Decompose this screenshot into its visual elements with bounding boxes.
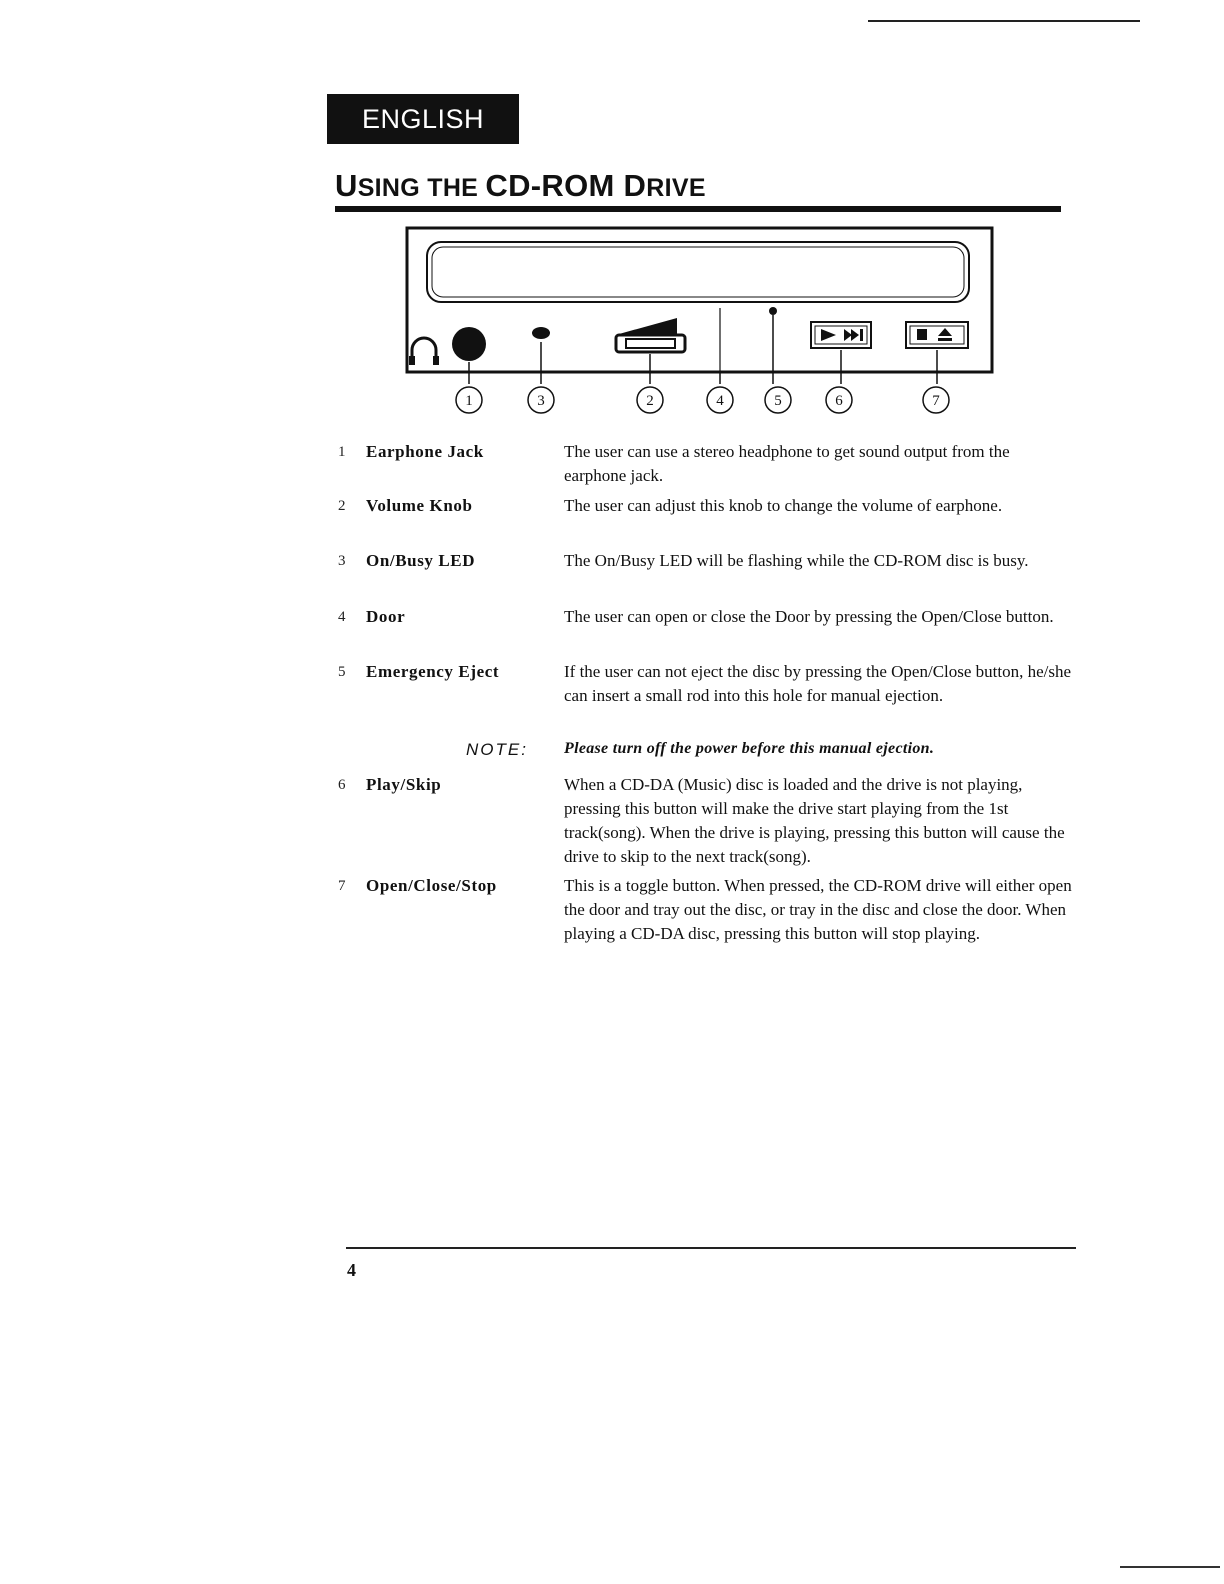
earphone-jack — [452, 327, 486, 361]
page-number: 4 — [347, 1260, 356, 1280]
title-rule — [335, 206, 1061, 212]
item-description: The user can open or close the Door by pressing the Open/Close button. — [564, 607, 1054, 626]
item-label: Emergency Eject — [366, 662, 500, 681]
item-label: Volume Knob — [366, 496, 473, 515]
item-description: The user can adjust this knob to change the volume of earphone. — [564, 496, 1003, 515]
item-label: Open/Close/Stop — [366, 876, 497, 895]
callout-number: 3 — [537, 393, 545, 409]
item-label: Earphone Jack — [366, 442, 484, 461]
item-label: On/Busy LED — [366, 551, 476, 570]
on-busy-led — [532, 327, 550, 339]
callout-number: 4 — [716, 393, 724, 409]
item-number: 6 — [338, 777, 346, 793]
title-part: U — [335, 168, 358, 203]
item-number: 3 — [338, 553, 346, 569]
item-description: The user can use a stereo headphone to get sound output from the earphone jack. — [564, 442, 1010, 485]
item-description: When a CD-DA (Music) disc is loaded and the drive is not playing, pressing this button will make the drive start playing from the 1st track(song). When the drive is playing, pressing this button will cause the drive to skip to the next track(song). — [564, 775, 1065, 866]
item-number: 1 — [338, 444, 346, 460]
callout-numbers — [465, 393, 940, 409]
item-label: Play/Skip — [366, 775, 442, 794]
item-description: This is a toggle button. When pressed, the CD-ROM drive will either open the door and tray out the disc, or tray in the disc and close the door. When playing a CD-DA disc, pressing this button will stop playing. — [564, 876, 1072, 943]
callout-number: 7 — [932, 393, 940, 409]
language-badge: ENGLISH — [327, 94, 519, 144]
item-label: Door — [366, 607, 406, 626]
play-skip-button — [811, 322, 871, 348]
item-number: 2 — [338, 498, 346, 514]
open-close-stop-button — [906, 322, 968, 348]
item-number: 7 — [338, 878, 346, 894]
title-part: RIVE — [646, 174, 706, 202]
item-description: The On/Busy LED will be flashing while the CD-ROM disc is busy. — [564, 551, 1029, 570]
callout-number: 5 — [774, 393, 782, 409]
note-label: NOTE: — [466, 740, 528, 759]
title-part: SING THE — [357, 174, 486, 202]
callout-number: 6 — [835, 393, 843, 409]
cdrom-front-panel-diagram — [395, 222, 995, 418]
title-part: D — [614, 168, 647, 203]
item-number: 4 — [338, 609, 346, 625]
note-text: Please turn off the power before this manual ejection. — [564, 740, 935, 757]
title-part: CD-ROM — [485, 168, 615, 203]
item-number: 5 — [338, 664, 346, 680]
callout-number: 1 — [465, 393, 473, 409]
item-description: If the user can not eject the disc by pressing the Open/Close button, he/she can insert a small rod into this hole for manual ejection. — [564, 662, 1072, 705]
callout-number: 2 — [646, 393, 654, 409]
bottom-rule — [1120, 1566, 1220, 1568]
page-title — [335, 166, 706, 208]
footer-rule — [346, 1247, 1076, 1249]
top-rule — [868, 20, 1140, 22]
drive-bezel — [407, 228, 992, 372]
callout-circles — [456, 387, 949, 413]
